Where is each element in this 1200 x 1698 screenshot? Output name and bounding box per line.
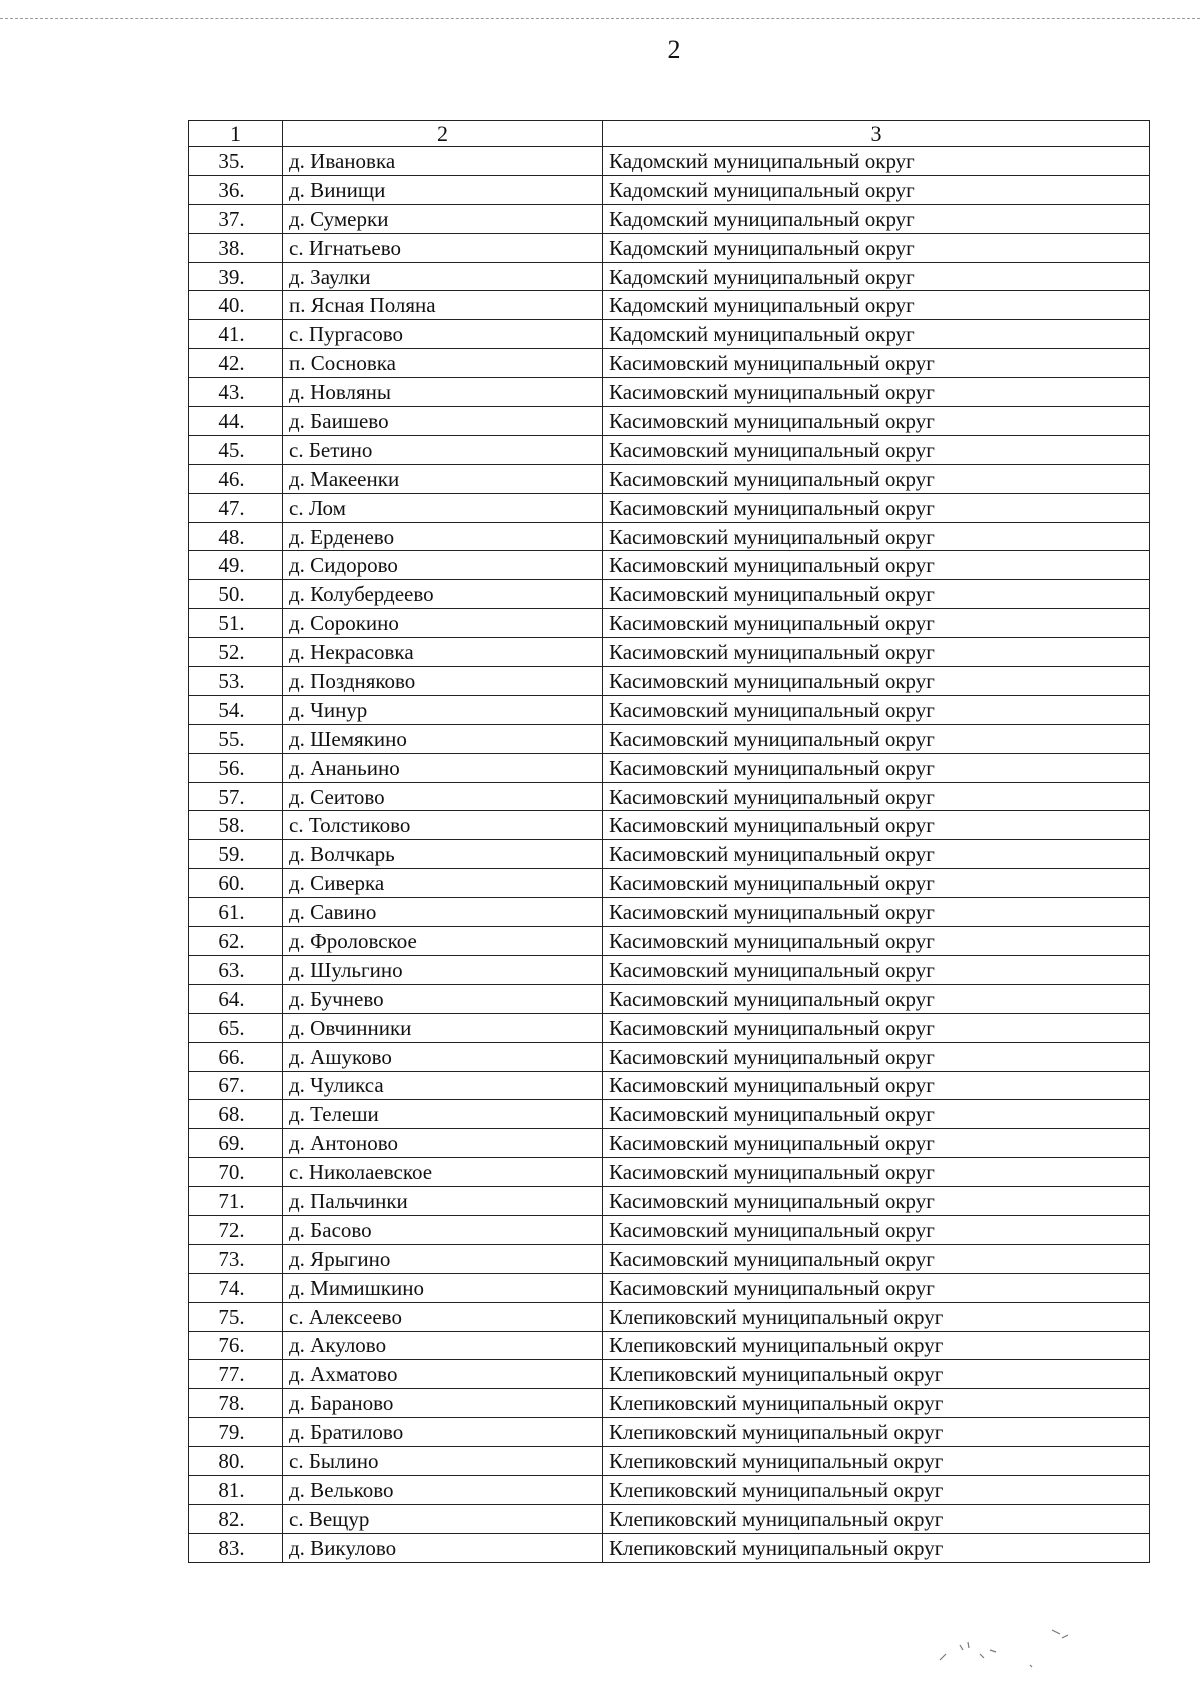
column-header-3: 3 [603, 121, 1150, 147]
municipal-district: Касимовский муниципальный округ [603, 1215, 1150, 1244]
table-row [189, 1475, 1150, 1504]
table-row [189, 753, 1150, 782]
municipal-district: Касимовский муниципальный округ [603, 984, 1150, 1013]
table-row [189, 695, 1150, 724]
table-row [189, 840, 1150, 869]
settlement-name: д. Ивановка [283, 147, 603, 176]
settlement-name: д. Антоново [283, 1129, 603, 1158]
scan-edge-line [0, 18, 1200, 19]
row-number: 57. [189, 782, 283, 811]
row-number: 47. [189, 493, 283, 522]
row-number: 79. [189, 1418, 283, 1447]
municipal-district: Касимовский муниципальный округ [603, 753, 1150, 782]
row-number: 66. [189, 1042, 283, 1071]
settlement-name: д. Новляны [283, 378, 603, 407]
settlement-name: д. Сиверка [283, 869, 603, 898]
table-row [189, 927, 1150, 956]
municipal-district: Касимовский муниципальный округ [603, 638, 1150, 667]
table-row [189, 175, 1150, 204]
municipal-district: Касимовский муниципальный округ [603, 1158, 1150, 1187]
settlements-table [188, 120, 1150, 1563]
municipal-district: Касимовский муниципальный округ [603, 1187, 1150, 1216]
municipal-district: Касимовский муниципальный округ [603, 898, 1150, 927]
municipal-district: Кадомский муниципальный округ [603, 233, 1150, 262]
row-number: 37. [189, 204, 283, 233]
settlement-name: д. Фроловское [283, 927, 603, 956]
settlement-name: д. Чинур [283, 695, 603, 724]
municipal-district: Касимовский муниципальный округ [603, 1042, 1150, 1071]
row-number: 67. [189, 1071, 283, 1100]
table-row [189, 1273, 1150, 1302]
settlement-name: д. Савино [283, 898, 603, 927]
row-number: 39. [189, 262, 283, 291]
settlement-name: д. Макеенки [283, 464, 603, 493]
municipal-district: Касимовский муниципальный округ [603, 782, 1150, 811]
row-number: 52. [189, 638, 283, 667]
row-number: 61. [189, 898, 283, 927]
municipal-district: Касимовский муниципальный округ [603, 869, 1150, 898]
settlement-name: д. Ерденево [283, 522, 603, 551]
municipal-district: Касимовский муниципальный округ [603, 349, 1150, 378]
table-row [189, 1013, 1150, 1042]
table-row [189, 1302, 1150, 1331]
municipal-district: Касимовский муниципальный округ [603, 464, 1150, 493]
table-row [189, 580, 1150, 609]
table-row [189, 1360, 1150, 1389]
settlement-name: д. Некрасовка [283, 638, 603, 667]
municipal-district: Касимовский муниципальный округ [603, 1013, 1150, 1042]
table-row [189, 262, 1150, 291]
municipal-district: Касимовский муниципальный округ [603, 435, 1150, 464]
municipal-district: Касимовский муниципальный округ [603, 695, 1150, 724]
row-number: 50. [189, 580, 283, 609]
settlement-name: д. Телеши [283, 1100, 603, 1129]
municipal-district: Клепиковский муниципальный округ [603, 1475, 1150, 1504]
municipal-district: Касимовский муниципальный округ [603, 811, 1150, 840]
municipal-district: Касимовский муниципальный округ [603, 1071, 1150, 1100]
settlement-name: д. Винищи [283, 175, 603, 204]
row-number: 45. [189, 435, 283, 464]
settlement-name: с. Толстиково [283, 811, 603, 840]
table-row [189, 1158, 1150, 1187]
settlement-name: д. Сумерки [283, 204, 603, 233]
municipal-district: Касимовский муниципальный округ [603, 1244, 1150, 1273]
table-row [189, 1244, 1150, 1273]
municipal-district: Клепиковский муниципальный округ [603, 1331, 1150, 1360]
row-number: 54. [189, 695, 283, 724]
row-number: 48. [189, 522, 283, 551]
row-number: 81. [189, 1475, 283, 1504]
table-header-row [189, 121, 1150, 147]
table-row [189, 204, 1150, 233]
settlement-name: д. Шульгино [283, 955, 603, 984]
row-number: 82. [189, 1504, 283, 1533]
municipal-district: Касимовский муниципальный округ [603, 407, 1150, 436]
settlement-name: д. Заулки [283, 262, 603, 291]
table-row [189, 147, 1150, 176]
municipal-district: Клепиковский муниципальный округ [603, 1533, 1150, 1562]
municipal-district: Кадомский муниципальный округ [603, 175, 1150, 204]
municipal-district: Клепиковский муниципальный округ [603, 1418, 1150, 1447]
row-number: 56. [189, 753, 283, 782]
row-number: 51. [189, 609, 283, 638]
row-number: 74. [189, 1273, 283, 1302]
settlement-name: д. Бучнево [283, 984, 603, 1013]
row-number: 46. [189, 464, 283, 493]
settlement-name: д. Сеитово [283, 782, 603, 811]
row-number: 68. [189, 1100, 283, 1129]
settlement-name: д. Ахматово [283, 1360, 603, 1389]
row-number: 71. [189, 1187, 283, 1216]
table-row [189, 782, 1150, 811]
row-number: 35. [189, 147, 283, 176]
row-number: 69. [189, 1129, 283, 1158]
table-row [189, 898, 1150, 927]
settlement-name: д. Баишево [283, 407, 603, 436]
table-row [189, 955, 1150, 984]
settlement-name: д. Поздняково [283, 667, 603, 696]
table-body [189, 147, 1150, 1563]
table-row [189, 291, 1150, 320]
municipal-district: Кадомский муниципальный округ [603, 262, 1150, 291]
row-number: 60. [189, 869, 283, 898]
row-number: 43. [189, 378, 283, 407]
row-number: 49. [189, 551, 283, 580]
row-number: 44. [189, 407, 283, 436]
settlement-name: д. Вельково [283, 1475, 603, 1504]
municipal-district: Касимовский муниципальный округ [603, 840, 1150, 869]
settlement-name: д. Шемякино [283, 724, 603, 753]
table-row [189, 1215, 1150, 1244]
page-number: 2 [667, 35, 681, 64]
table-row [189, 811, 1150, 840]
row-number: 73. [189, 1244, 283, 1273]
row-number: 40. [189, 291, 283, 320]
municipal-district: Касимовский муниципальный округ [603, 1100, 1150, 1129]
table-row [189, 320, 1150, 349]
settlement-name: д. Братилово [283, 1418, 603, 1447]
municipal-district: Клепиковский муниципальный округ [603, 1447, 1150, 1476]
row-number: 41. [189, 320, 283, 349]
row-number: 38. [189, 233, 283, 262]
settlement-name: с. Николаевское [283, 1158, 603, 1187]
municipal-district: Клепиковский муниципальный округ [603, 1360, 1150, 1389]
row-number: 62. [189, 927, 283, 956]
settlement-name: с. Игнатьево [283, 233, 603, 262]
table-row [189, 551, 1150, 580]
row-number: 77. [189, 1360, 283, 1389]
table-row [189, 522, 1150, 551]
row-number: 75. [189, 1302, 283, 1331]
table-row [189, 1418, 1150, 1447]
municipal-district: Кадомский муниципальный округ [603, 320, 1150, 349]
settlement-name: с. Вещур [283, 1504, 603, 1533]
municipal-district: Кадомский муниципальный округ [603, 204, 1150, 233]
table-row [189, 869, 1150, 898]
row-number: 80. [189, 1447, 283, 1476]
municipal-district: Клепиковский муниципальный округ [603, 1504, 1150, 1533]
settlement-name: с. Лом [283, 493, 603, 522]
municipal-district: Касимовский муниципальный округ [603, 1129, 1150, 1158]
settlement-name: д. Ананьино [283, 753, 603, 782]
settlement-name: с. Пургасово [283, 320, 603, 349]
table-row [189, 638, 1150, 667]
table-row [189, 1533, 1150, 1562]
table-row [189, 1071, 1150, 1100]
municipal-district: Кадомский муниципальный округ [603, 291, 1150, 320]
municipal-district: Клепиковский муниципальный округ [603, 1389, 1150, 1418]
municipal-district: Касимовский муниципальный округ [603, 927, 1150, 956]
table-row [189, 1129, 1150, 1158]
row-number: 83. [189, 1533, 283, 1562]
municipal-district: Касимовский муниципальный округ [603, 667, 1150, 696]
table-row [189, 493, 1150, 522]
municipal-district: Касимовский муниципальный округ [603, 522, 1150, 551]
settlement-name: д. Колубердеево [283, 580, 603, 609]
municipal-district: Касимовский муниципальный округ [603, 609, 1150, 638]
table-row [189, 724, 1150, 753]
row-number: 72. [189, 1215, 283, 1244]
settlement-name: д. Акулово [283, 1331, 603, 1360]
table-row [189, 407, 1150, 436]
row-number: 76. [189, 1331, 283, 1360]
row-number: 53. [189, 667, 283, 696]
table-row [189, 667, 1150, 696]
settlement-name: с. Бетино [283, 435, 603, 464]
settlement-name: с. Алексеево [283, 1302, 603, 1331]
settlement-name: д. Мимишкино [283, 1273, 603, 1302]
table-row [189, 1389, 1150, 1418]
scan-specks [920, 1620, 1160, 1680]
table-row [189, 1100, 1150, 1129]
table-row [189, 349, 1150, 378]
settlement-name: д. Бараново [283, 1389, 603, 1418]
table-row [189, 233, 1150, 262]
table-row [189, 435, 1150, 464]
settlement-name: д. Викулово [283, 1533, 603, 1562]
table-row [189, 464, 1150, 493]
column-header-2: 2 [283, 121, 603, 147]
settlement-name: п. Сосновка [283, 349, 603, 378]
table-row [189, 984, 1150, 1013]
row-number: 59. [189, 840, 283, 869]
row-number: 65. [189, 1013, 283, 1042]
table-row [189, 609, 1150, 638]
municipal-district: Касимовский муниципальный округ [603, 551, 1150, 580]
row-number: 58. [189, 811, 283, 840]
municipal-district: Касимовский муниципальный округ [603, 724, 1150, 753]
row-number: 70. [189, 1158, 283, 1187]
municipal-district: Кадомский муниципальный округ [603, 147, 1150, 176]
row-number: 63. [189, 955, 283, 984]
municipal-district: Касимовский муниципальный округ [603, 1273, 1150, 1302]
settlement-name: п. Ясная Поляна [283, 291, 603, 320]
table-row [189, 1447, 1150, 1476]
municipal-district: Касимовский муниципальный округ [603, 955, 1150, 984]
row-number: 78. [189, 1389, 283, 1418]
settlement-name: д. Овчинники [283, 1013, 603, 1042]
row-number: 55. [189, 724, 283, 753]
row-number: 42. [189, 349, 283, 378]
municipal-district: Касимовский муниципальный округ [603, 493, 1150, 522]
table-row [189, 1042, 1150, 1071]
settlement-name: д. Ярыгино [283, 1244, 603, 1273]
column-header-1: 1 [189, 121, 283, 147]
table-row [189, 1504, 1150, 1533]
settlement-name: д. Пальчинки [283, 1187, 603, 1216]
settlement-name: с. Былино [283, 1447, 603, 1476]
row-number: 64. [189, 984, 283, 1013]
municipal-district: Клепиковский муниципальный округ [603, 1302, 1150, 1331]
settlement-name: д. Сидорово [283, 551, 603, 580]
settlement-name: д. Волчкарь [283, 840, 603, 869]
municipal-district: Касимовский муниципальный округ [603, 378, 1150, 407]
row-number: 36. [189, 175, 283, 204]
municipal-district: Касимовский муниципальный округ [603, 580, 1150, 609]
settlement-name: д. Басово [283, 1215, 603, 1244]
table-row [189, 1331, 1150, 1360]
table-row [189, 378, 1150, 407]
settlement-name: д. Чуликса [283, 1071, 603, 1100]
settlement-name: д. Сорокино [283, 609, 603, 638]
table-row [189, 1187, 1150, 1216]
settlement-name: д. Ашуково [283, 1042, 603, 1071]
